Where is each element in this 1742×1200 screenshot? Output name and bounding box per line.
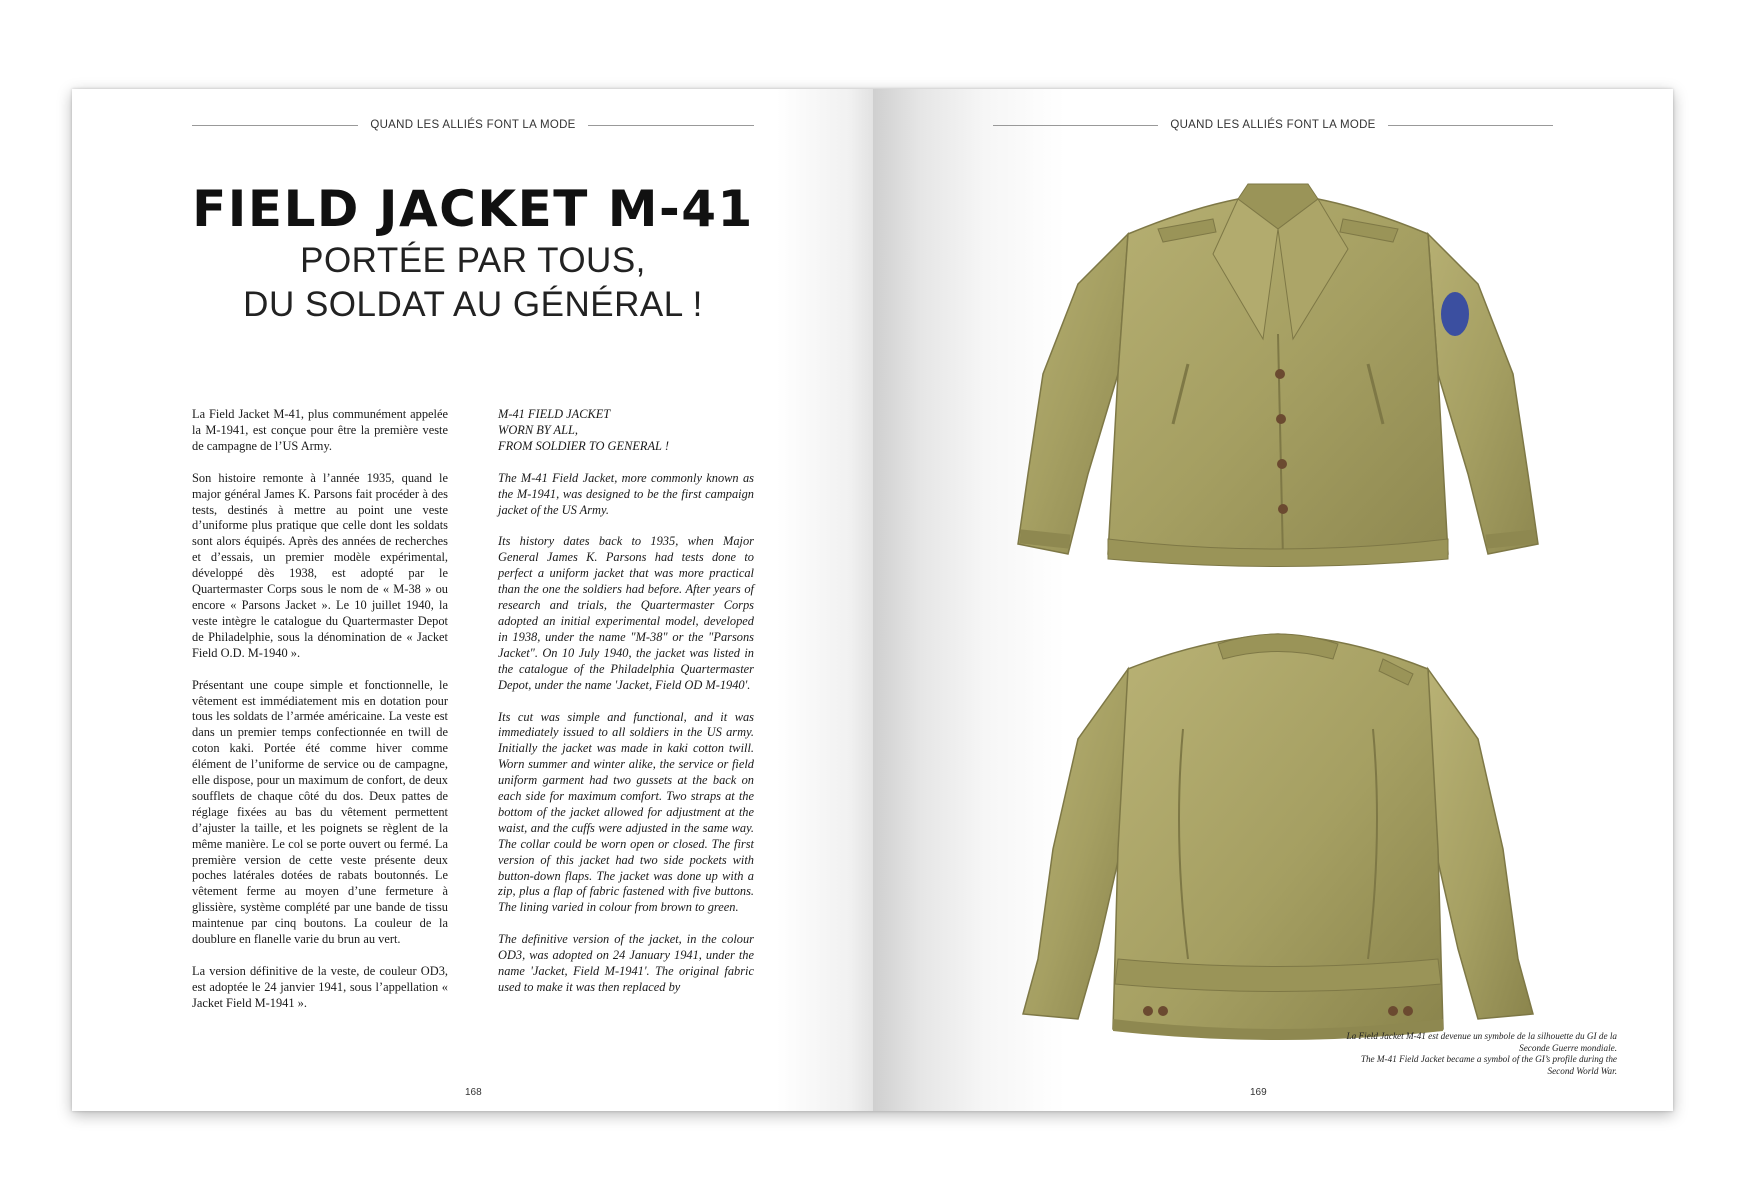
left-page bbox=[72, 89, 873, 1111]
header-rule bbox=[993, 125, 1158, 126]
french-paragraph: Son histoire remonte à l’année 1935, quand le major général James K. Parsons fait procéder à des tests, destinés à mettre au point une veste d’uniforme plus pratique que celle dont les soldats sont alors équipés. Après des années de recherches et d’essais, un premier modèle expérimental, développé dès 1938, est adopté par le Quartermaster Corps sous le nom de « M-38 » ou encore « Parsons Jacket ». Le 10 juillet 1940, la veste intègre le catalogue du Quartermaster Depot de Philadelphie, sous la dénomination de « Jacket Field O.D. M-1940 ». bbox=[192, 470, 448, 660]
caption-french: La Field Jacket M-41 est devenue un symbole de la silhouette du GI de la Seconde Guerre mondiale. bbox=[1346, 1031, 1617, 1053]
french-paragraph: La version définitive de la veste, de couleur OD3, est adoptée le 24 janvier 1941, sous l’appellation « Jacket Field M-1941 ». bbox=[192, 964, 448, 1010]
button-icon bbox=[1276, 414, 1286, 424]
right-page bbox=[873, 89, 1673, 1111]
running-head bbox=[993, 117, 1553, 133]
button-icon bbox=[1403, 1006, 1413, 1016]
english-paragraph: Its cut was simple and functional, and it was immediately issued to all soldiers in the US army. Initially the jacket was made in kaki cotton twill. Worn summer and winter alike, the service or field uniform garment had two gussets at the back on each side for maximum comfort. Two straps at the bottom of the jacket allowed for adjustment at the waist, and the cuffs were adjusted in the same way. The collar could be worn open or closed. The first version of this jacket had two side pockets with button-down flaps. The jacket was done up with a zip, plus a flap of fabric fastened with five buttons. The lining varied in colour from brown to green. bbox=[498, 709, 754, 915]
button-icon bbox=[1277, 459, 1287, 469]
article-title: FIELD JACKET M-41 bbox=[192, 180, 754, 238]
header-rule bbox=[588, 125, 754, 126]
article-subtitle-line-1: PORTÉE PAR TOUS, bbox=[300, 241, 646, 280]
button-icon bbox=[1158, 1006, 1168, 1016]
running-head bbox=[192, 117, 754, 133]
button-icon bbox=[1143, 1006, 1153, 1016]
photo-caption bbox=[1333, 1031, 1617, 1077]
caption-english: The M-41 Field Jacket became a symbol of the GI’s profile during the Second World War. bbox=[1360, 1054, 1617, 1076]
french-paragraph: La Field Jacket M-41, plus communément appelée la M-1941, est conçue pour être la première veste de campagne de l’US Army. bbox=[192, 407, 448, 453]
english-paragraph: The M-41 Field Jacket, more commonly known as the M-1941, was designed to be the first campaign jacket of the US Army. bbox=[498, 470, 754, 517]
jacket-front-photo bbox=[1008, 174, 1548, 589]
running-head-text: QUAND LES ALLIÉS FONT LA MODE bbox=[370, 119, 576, 131]
magazine-spread bbox=[72, 89, 1673, 1111]
header-rule bbox=[192, 125, 358, 126]
page-number: 168 bbox=[465, 1087, 482, 1098]
running-head-text: QUAND LES ALLIÉS FONT LA MODE bbox=[1170, 119, 1376, 131]
article-title-block bbox=[192, 179, 754, 327]
jacket-back-photo bbox=[1013, 619, 1543, 1059]
header-rule bbox=[1388, 125, 1553, 126]
page-number: 169 bbox=[1250, 1087, 1267, 1098]
article-subtitle-line-2: DU SOLDAT AU GÉNÉRAL ! bbox=[243, 285, 703, 324]
french-paragraph: Présentant une coupe simple et fonctionnelle, le vêtement est immédiatement mis en dotation pour tous les soldats de l’armée américaine. La veste est dans un premier temps confectionnée en twill de coton kaki. Portée été comme hiver comme élément de l’uniforme de service ou de campagne, elle dispose, pour un maximum de confort, de deux soufflets de chaque côté du dos. Deux pattes de réglage fixées au bas du vêtement permettent d’ajuster la taille, et les poignets se règlent de la même manière. Le col se porte ouvert ou fermé. La première version de cette veste présente deux poches latérales dotées de rabats boutonnés. Le vêtement ferme au moyen d’une fermeture à glissière, système complété par une bande de tissu maintenue par cinq boutons. La couleur de la doublure en flanelle varie du brun au vert. bbox=[192, 677, 448, 947]
english-paragraph: The definitive version of the jacket, in the colour OD3, was adopted on 24 January 1941, under the name 'Jacket, Field M-1941'. The original fabric used to make it was then replaced by bbox=[498, 932, 754, 994]
button-icon bbox=[1275, 369, 1285, 379]
english-paragraph: Its history dates back to 1935, when Major General James K. Parsons had tests done to perfect a uniform jacket that was more practical than the one the soldiers had before. After years of research and trials, the Quartermaster Corps adopted an initial experimental model, developed in 1938, under the name "M-38" or the "Parsons Jacket". On 10 July 1940, the jacket was listed in the catalogue of the Philadelphia Quartermaster Depot, under the name 'Jacket, Field OD M-1940'. bbox=[498, 534, 754, 692]
button-icon bbox=[1278, 504, 1288, 514]
french-text-column bbox=[192, 407, 448, 1028]
button-icon bbox=[1388, 1006, 1398, 1016]
english-heading: M-41 FIELD JACKET WORN BY ALL, FROM SOLDIER TO GENERAL ! bbox=[498, 407, 669, 453]
unit-patch-icon bbox=[1441, 292, 1469, 336]
english-text-column bbox=[498, 407, 754, 1012]
